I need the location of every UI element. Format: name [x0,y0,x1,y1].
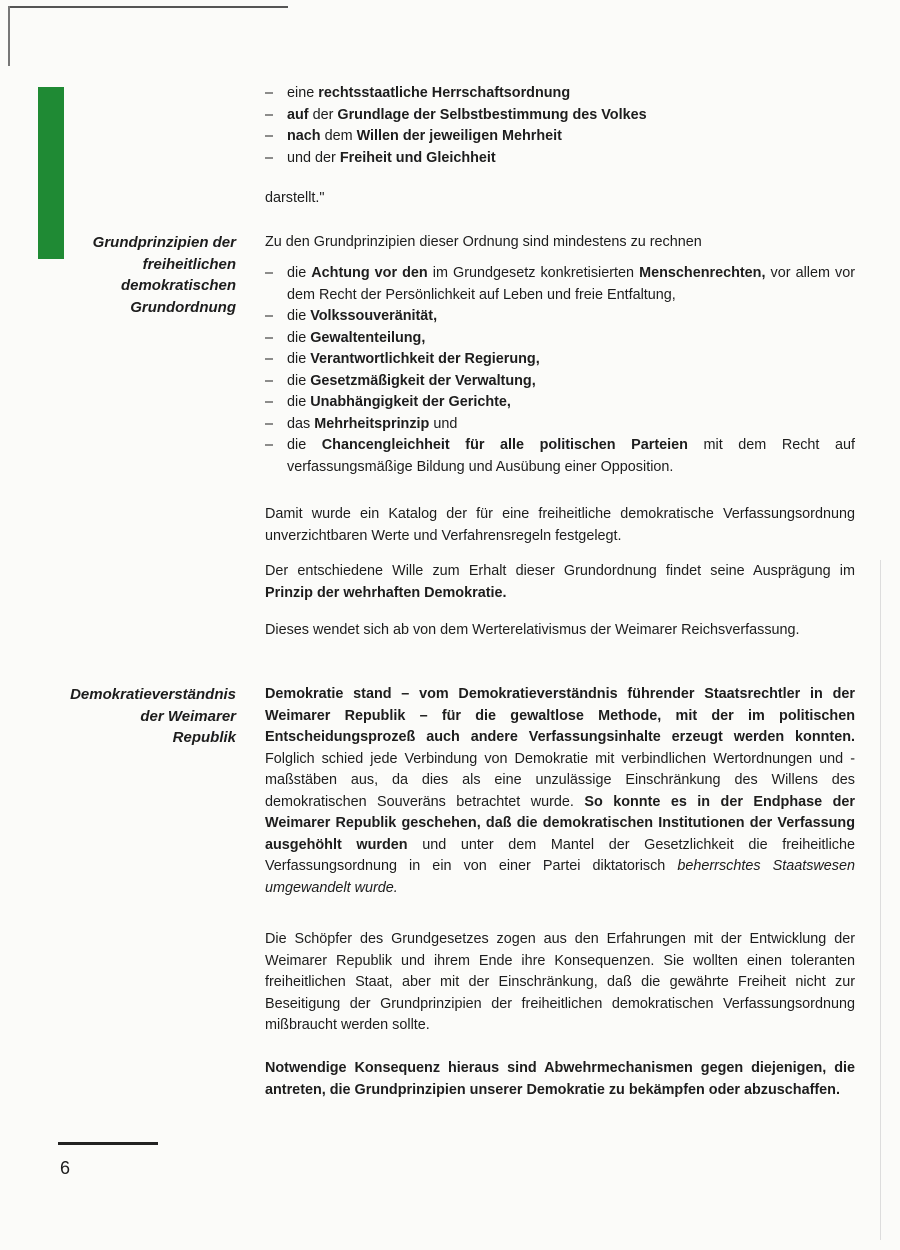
paragraph-weimar: Demokratie stand – vom Demokratieverständnis führender Staatsrechtler in der Weimarer Republik – für die gewaltlose Methode, mit der im politischen Entscheidungsprozeß auch andere Verfassungsinhalte erzeugt werden konnten. Folglich schied jede Verbindung von Demokratie mit verbindlichen Wertordnungen und -maßstäben aus, da dies als eine unzulässige Einschränkung des Willens des demokratischen Souveräns betrachtet wurde. So konnte es in der Endphase der Weimarer Republik geschehen, daß die demokratischen Institutionen der Verfassung ausgehöhlt wurden und unter dem Mantel der Gesetzlichkeit die freiheitliche Verfassungsordnung in ein von einer Partei diktatorisch beherrschtes Staatswesen umgewandelt wurde. [265,686,855,896]
page-number: 6 [60,1158,71,1178]
paragraph-schoepfer: Die Schöpfer des Grundgesetzes zogen aus den Erfahrungen mit der Entwicklung der Weimarer Republik und ihrem Ende ihre Konsequenzen. Sie wollten einen toleranten freiheitlichen Staat, aber mit der Einschränkung, daß die gewährte Freiheit nicht zur Beseitigung der Grundprinzipien der freiheitlichen demokratischen Verfassungsordnung mißbraucht werden sollte. [265,931,855,1033]
scan-border-left [8,6,10,66]
principles-intro: Zu den Grundprinzipien dieser Ordnung sind mindestens zu rechnen [265,234,702,250]
list-item: – die Verantwortlichkeit der Regierung, [265,349,855,371]
margin-note-line: der Weimarer [140,707,236,725]
list-item: – auf der Grundlage der Selbstbestimmung des Volkes [265,105,855,127]
margin-note-line: Republik [172,729,236,746]
margin-note-line: Demokratieverständnis [70,686,236,703]
footer-rule [58,1142,158,1145]
paragraph-final: Notwendige Konsequenz hieraus sind Abwehrmechanismen gegen diejenigen, die antreten, die Grundprinzipien unserer Demokratie zu bekämpfen oder abzuschaffen. [265,1060,855,1098]
list-item: – das Mehrheitsprinzip und [265,414,855,436]
list-item: – eine rechtsstaatliche Herrschaftsordnung [265,83,855,105]
margin-note-line: demokratischen [120,277,236,294]
list-item: – die Achtung vor den im Grundgesetz konkretisierten Menschenrechten, vor allem vor dem Recht der Persönlichkeit auf Leben und freie Entfaltung, [265,263,855,306]
scan-border-top [8,6,288,8]
paragraph-dieses: Dieses wendet sich ab von dem Werterelativismus der Weimarer Reichsverfassung. [265,622,800,638]
list-item: – die Unabhängigkeit der Gerichte, [265,392,855,414]
margin-note-line: Grundordnung [130,298,236,316]
list-item: – die Chancengleichheit für alle politischen Parteien mit dem Recht auf verfassungsmäßige Bildung und Ausübung einer Opposition. [265,435,855,478]
margin-note-weimar [60,684,236,749]
margin-note-line: Grundprinzipien der [92,234,236,251]
margin-note-grundprinzipien [60,232,236,318]
list-item: – und der Freiheit und Gleichheit [265,148,855,170]
list-item: – nach dem Willen der jeweiligen Mehrheit [265,126,855,148]
list-item: – die Volkssouveränität, [265,306,855,328]
top-list [265,83,855,169]
paragraph-wille: Der entschiedene Wille zum Erhalt dieser Grundordnung findet seine Ausprägung im Prinzip der wehrhaften Demokratie. [265,563,855,601]
paragraph-katalog: Damit wurde ein Katalog der für eine freiheitliche demokratische Verfassungsordnung unverzichtbaren Werte und Verfahrensregeln festgelegt. [265,506,855,544]
list-item: – die Gesetzmäßigkeit der Verwaltung, [265,371,855,393]
list-item: – die Gewaltenteilung, [265,328,855,350]
margin-note-line: freiheitlichen [142,255,236,273]
principles-list [265,263,855,478]
scan-border-right [880,560,881,1240]
quote-end: darstellt." [265,190,325,206]
